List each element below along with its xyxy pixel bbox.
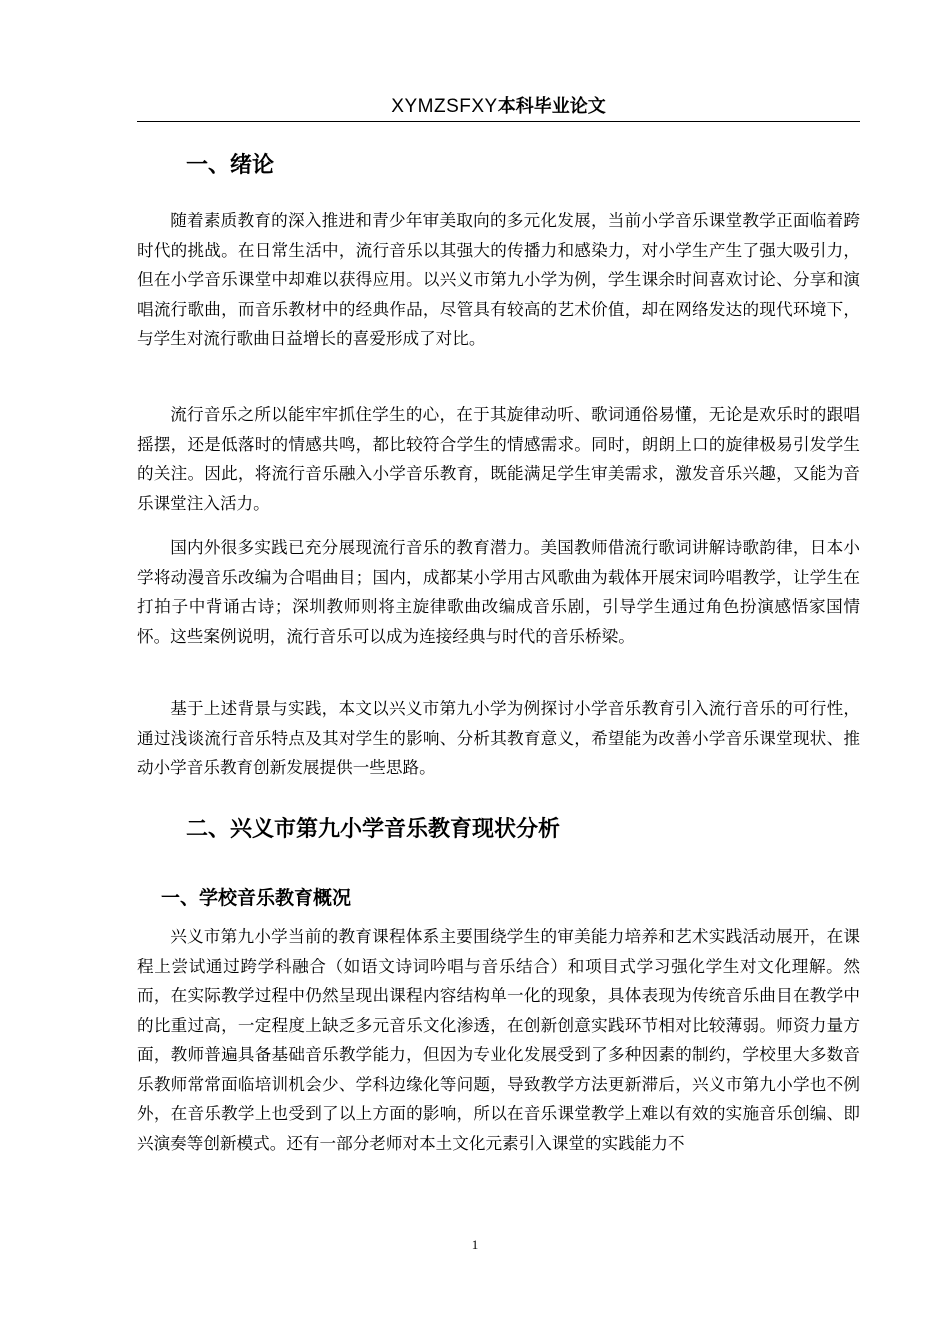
intro-paragraph-1: 随着素质教育的深入推进和青少年审美取向的多元化发展，当前小学音乐课堂教学正面临着跨时代的挑战。在日常生活中，流行音乐以其强大的传播力和感染力，对小学生产生了强大吸引力，但在小学音乐课堂中却难以获得应用。以兴义市第九小学为例，学生课余时间喜欢讨论、分享和演唱流行歌曲，而音乐教材中的经典作品，尽管具有较高的艺术价值，却在网络发达的现代环境下，与学生对流行歌曲日益增长的喜爱形成了对比。	[137, 211, 860, 348]
intro-paragraph-2: 流行音乐之所以能牢牢抓住学生的心，在于其旋律动听、歌词通俗易懂，无论是欢乐时的跟唱摇摆，还是低落时的情感共鸣，都比较符合学生的情感需求。同时，朗朗上口的旋律极易引发学生的关注。因此，将流行音乐融入小学音乐教育，既能满足学生审美需求，激发音乐兴趣，又能为音乐课堂注入活力。	[137, 405, 860, 513]
header-code: XYMZSFXY	[391, 96, 498, 117]
section-heading-intro: 一、绪论	[186, 153, 275, 178]
subsection-heading-overview: 一、学校音乐教育概况	[161, 887, 352, 909]
header-rule	[137, 121, 860, 122]
intro-paragraph-3: 国内外很多实践已充分展现流行音乐的教育潜力。美国教师借流行歌词讲解诗歌韵律，日本小学将动漫音乐改编为合唱曲目；国内，成都某小学用古风歌曲为载体开展宋词吟唱教学，让学生在打拍子中背诵古诗；深圳教师则将主旋律歌曲改编成音乐剧，引导学生通过角色扮演感悟家国情怀。这些案例说明，流行音乐可以成为连接经典与时代的音乐桥梁。	[137, 538, 860, 646]
header-title: 本科毕业论文	[497, 96, 606, 117]
running-header	[137, 92, 860, 120]
page-number: 1	[471, 1237, 479, 1252]
section-heading-status: 二、兴义市第九小学音乐教育现状分析	[186, 817, 561, 842]
status-paragraph-1: 兴义市第九小学当前的教育课程体系主要围绕学生的审美能力培养和艺术实践活动展开，在课程上尝试通过跨学科融合（如语文诗词吟唱与音乐结合）和项目式学习强化学生对文化理解。然而，在实际教学过程中仍然呈现出课程内容结构单一化的现象，具体表现为传统音乐曲目在教学中的比重过高，一定程度上缺乏多元音乐文化渗透，在创新创意实践环节相对比较薄弱。师资力量方面，教师普遍具备基础音乐教学能力，但因为专业化发展受到了多种因素的制约，学校里大多数音乐教师常常面临培训机会少、学科边缘化等问题，导致教学方法更新滞后，兴义市第九小学也不例外，在音乐教学上也受到了以上方面的影响，所以在音乐课堂教学上难以有效的实施音乐创编、即兴演奏等创新模式。还有一部分老师对本土文化元素引入课堂的实践能力不	[137, 927, 860, 1153]
intro-paragraph-4: 基于上述背景与实践，本文以兴义市第九小学为例探讨小学音乐教育引入流行音乐的可行性，通过浅谈流行音乐特点及其对学生的影响、分析其教育意义，希望能为改善小学音乐课堂现状、推动小学音乐教育创新发展提供一些思路。	[137, 699, 860, 777]
